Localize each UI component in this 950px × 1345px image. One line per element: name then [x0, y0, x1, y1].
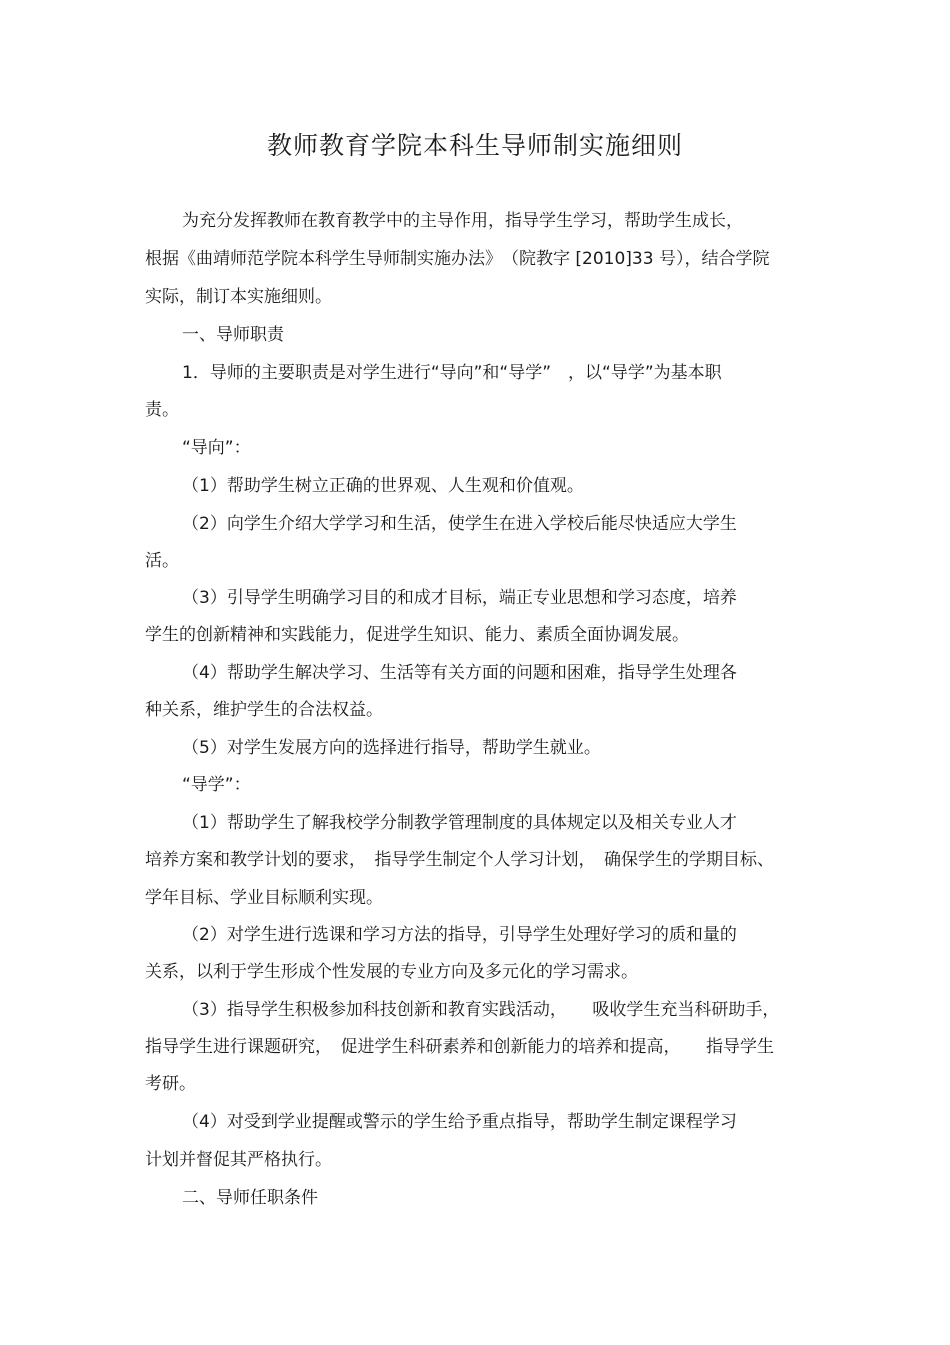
intro-line-2: 根据《曲靖师范学院本科学生导师制实施办法》 （院教字 [2010]33 号），结合学院 [145, 249, 770, 269]
document-title: 教师教育学院本科生导师制实施细则 [266, 131, 683, 160]
study-item-3-line-2: 指导学生进行课题研究， 促进学生科研素养和创新能力的培养和提高， 指导学生 [145, 1037, 774, 1057]
guidance-item-1: （1）帮助学生树立正确的世界观、人生观和价值观。 [182, 476, 584, 496]
study-item-2-line-1: （2）对学生进行选课和学习方法的指导，引导学生处理好学习的质和量的 [182, 925, 737, 945]
intro-line-3: 实际，制订本实施细则。 [145, 287, 332, 307]
guidance-item-4-line-2: 种关系，维护学生的合法权益。 [145, 700, 383, 720]
guidance-item-4-line-1: （4）帮助学生解决学习、生活等有关方面的问题和困难，指导学生处理各 [182, 663, 737, 683]
study-item-3-line-3: 考研。 [145, 1074, 196, 1094]
section-heading-1: 一、导师职责 [182, 325, 284, 345]
intro-line-1: 为充分发挥教师在教育教学中的主导作用，指导学生学习，帮助学生成长， [182, 211, 743, 231]
study-item-1-line-3: 学年目标、学业目标顺利实现。 [145, 888, 383, 908]
guidance-item-5: （5）对学生发展方向的选择进行指导，帮助学生就业。 [182, 738, 601, 758]
study-item-1-line-2: 培养方案和教学计划的要求， 指导学生制定个人学习计划， 确保学生的学期目标、 [145, 850, 774, 870]
guidance-item-2-line-2: 活。 [145, 551, 179, 571]
study-item-4-line-2: 计划并督促其严格执行。 [145, 1150, 332, 1170]
study-item-2-line-2: 关系，以利于学生形成个性发展的专业方向及多元化的学习需求。 [145, 962, 638, 982]
study-item-4-line-1: （4）对受到学业提醒或警示的学生给予重点指导，帮助学生制定课程学习 [182, 1112, 737, 1132]
study-item-1-line-1: （1）帮助学生了解我校学分制教学管理制度的具体规定以及相关专业人才 [182, 813, 737, 833]
guidance-heading: “导向”： [182, 438, 251, 458]
guidance-item-2-line-1: （2）向学生介绍大学学习和生活，使学生在进入学校后能尽快适应大学生 [182, 514, 737, 534]
guidance-item-3-line-2: 学生的创新精神和实践能力，促进学生知识、能力、素质全面协调发展。 [145, 625, 689, 645]
study-item-3-line-1: （3）指导学生积极参加科技创新和教育实践活动， 吸收学生充当科研助手， [182, 1000, 780, 1020]
section-heading-2: 二、导师任职条件 [182, 1188, 318, 1208]
duty-1-line-1: 1．导师的主要职责是对学生进行“导向”和“导学” ，以“导学”为基本职 [182, 363, 722, 383]
duty-1-line-2: 责。 [145, 400, 179, 420]
study-heading: “导学”： [182, 775, 251, 795]
guidance-item-3-line-1: （3）引导学生明确学习目的和成才目标，端正专业思想和学习态度，培养 [182, 588, 737, 608]
